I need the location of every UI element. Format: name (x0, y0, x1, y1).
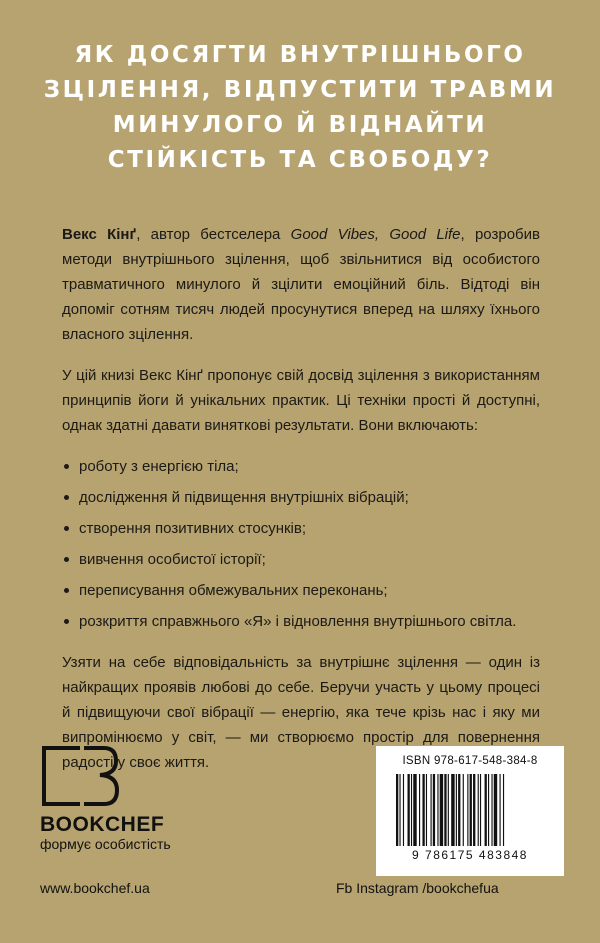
headline-line-1: ЯК ДОСЯГТИ ВНУТРІШНЬОГО (74, 42, 526, 68)
bestseller-title: Good Vibes, Good Life (290, 226, 461, 243)
practices-list (62, 454, 540, 634)
list-item-text: роботу з енергією тіла; (79, 458, 239, 475)
bullet-icon (64, 495, 69, 500)
publisher-tagline: формує особистість (40, 836, 171, 852)
list-item (62, 454, 540, 479)
closing-paragraph: Узяти на себе відповідальність за внутрішнє зцілення — один із найкращих проявів любові до себе. Беручи участь у цьому процесі й підвищуючи свої вібрації — енергію, яка тече крізь нас і яку ми випромінюємо у світ, — ми створюємо простір для повернення радості у своє життя. (62, 654, 540, 771)
list-item (62, 516, 540, 541)
list-item-text: розкриття справжнього «Я» і відновлення внутрішнього світла. (79, 613, 517, 630)
list-item (62, 485, 540, 510)
website-link[interactable]: www.bookchef.ua (40, 880, 150, 896)
description (62, 222, 540, 791)
author-name: Векс Кінґ (62, 226, 137, 243)
list-item-text: вивчення особистої історії; (79, 551, 266, 568)
isbn-number: ISBN 978-617-548-384-8 (402, 755, 538, 767)
publisher-logo (40, 745, 210, 852)
list-item-text: дослідження й підвищення внутрішніх вібрацій; (79, 489, 409, 506)
headline-line-2: ЗЦІЛЕННЯ, ВІДПУСТИТИ ТРАВМИ (43, 77, 557, 103)
intro-text-1: , автор бестселера (136, 226, 291, 243)
list-item (62, 547, 540, 572)
barcode (376, 746, 564, 876)
list-item (62, 578, 540, 603)
bullet-icon (64, 557, 69, 562)
barcode-digits: 9 786175 483848 (412, 848, 528, 862)
social-handle[interactable]: Fb Instagram /bookchefua (336, 880, 499, 896)
headline-line-3: МИНУЛОГО Й ВІДНАЙТИ (112, 112, 488, 138)
list-item-text: переписування обмежувальних переконань; (79, 582, 388, 599)
bullet-icon (64, 588, 69, 593)
headline-line-4: СТІЙКІСТЬ ТА СВОБОДУ? (107, 147, 493, 173)
methods-paragraph: У цій книзі Векс Кінґ пропонує свій досвід зцілення з використанням принципів йоги й унікальних практик. Ці техніки прості й доступні, однак здатні давати виняткові результати. Вони включають: (62, 367, 540, 434)
list-item-text: створення позитивних стосунків; (79, 520, 307, 537)
bullet-icon (64, 526, 69, 531)
intro-paragraph (62, 222, 540, 347)
intro-text-2: , розробив методи внутрішнього зцілення, щоб звільнитися від особистого травматичного минулого й зцілити емоційний біль. Відтоді він допоміг сотням тисяч людей просунутися вперед на шляху їхнього власного зцілення. (62, 226, 540, 343)
list-item (62, 609, 540, 634)
bullet-icon (64, 619, 69, 624)
publisher-name: BOOKCHEF (40, 813, 165, 836)
headline (30, 38, 570, 178)
bookchef-logo-icon (40, 745, 120, 807)
bullet-icon (64, 464, 69, 469)
